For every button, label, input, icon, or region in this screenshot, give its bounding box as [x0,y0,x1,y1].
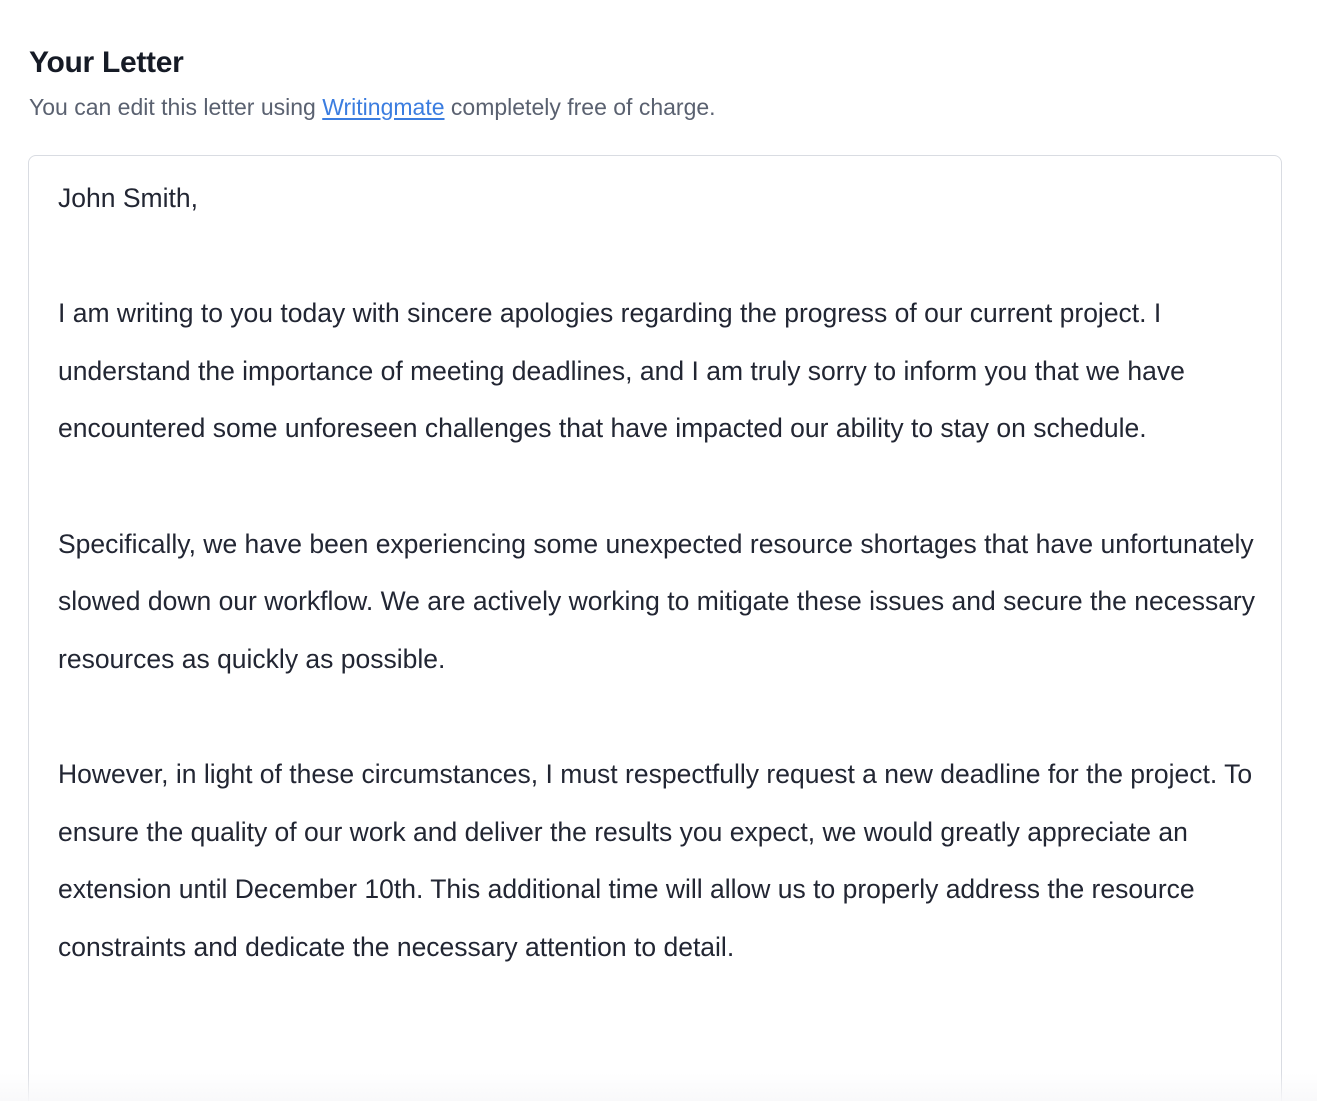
letter-paragraph-2: Specifically, we have been experiencing some unexpected resource shortages that have unfortunately slowed down our workflow. We are actively working to mitigate these issues and secure the necessary resources as quickly as possible. [58,528,1256,674]
page-subtitle [29,94,716,121]
subtitle-text-before: You can edit this letter using [29,94,323,120]
letter-paragraph-3: However, in light of these circumstances, I must respectfully request a new deadline for the project. To ensure the quality of our work and deliver the results you expect, we would greatly appreciate an extension until December 10th. This additional time will allow us to properly address the resource constraints and dedicate the necessary attention to detail. [58,758,1253,962]
subtitle-text-after: completely free of charge. [444,94,716,120]
page-title: Your Letter [29,46,184,79]
letter-content[interactable] [58,170,1258,1034]
letter-greeting: John Smith, [58,183,198,213]
letter-editor[interactable] [28,155,1282,1101]
letter-paragraph-1: I am writing to you today with sincere apologies regarding the progress of our current project. I understand the importance of meeting deadlines, and I am truly sorry to inform you that we have encountered some unforeseen challenges that have impacted our ability to stay on schedule. [58,298,1185,444]
writingmate-link[interactable]: Writingmate [322,94,445,120]
bottom-fade [0,1073,1317,1101]
